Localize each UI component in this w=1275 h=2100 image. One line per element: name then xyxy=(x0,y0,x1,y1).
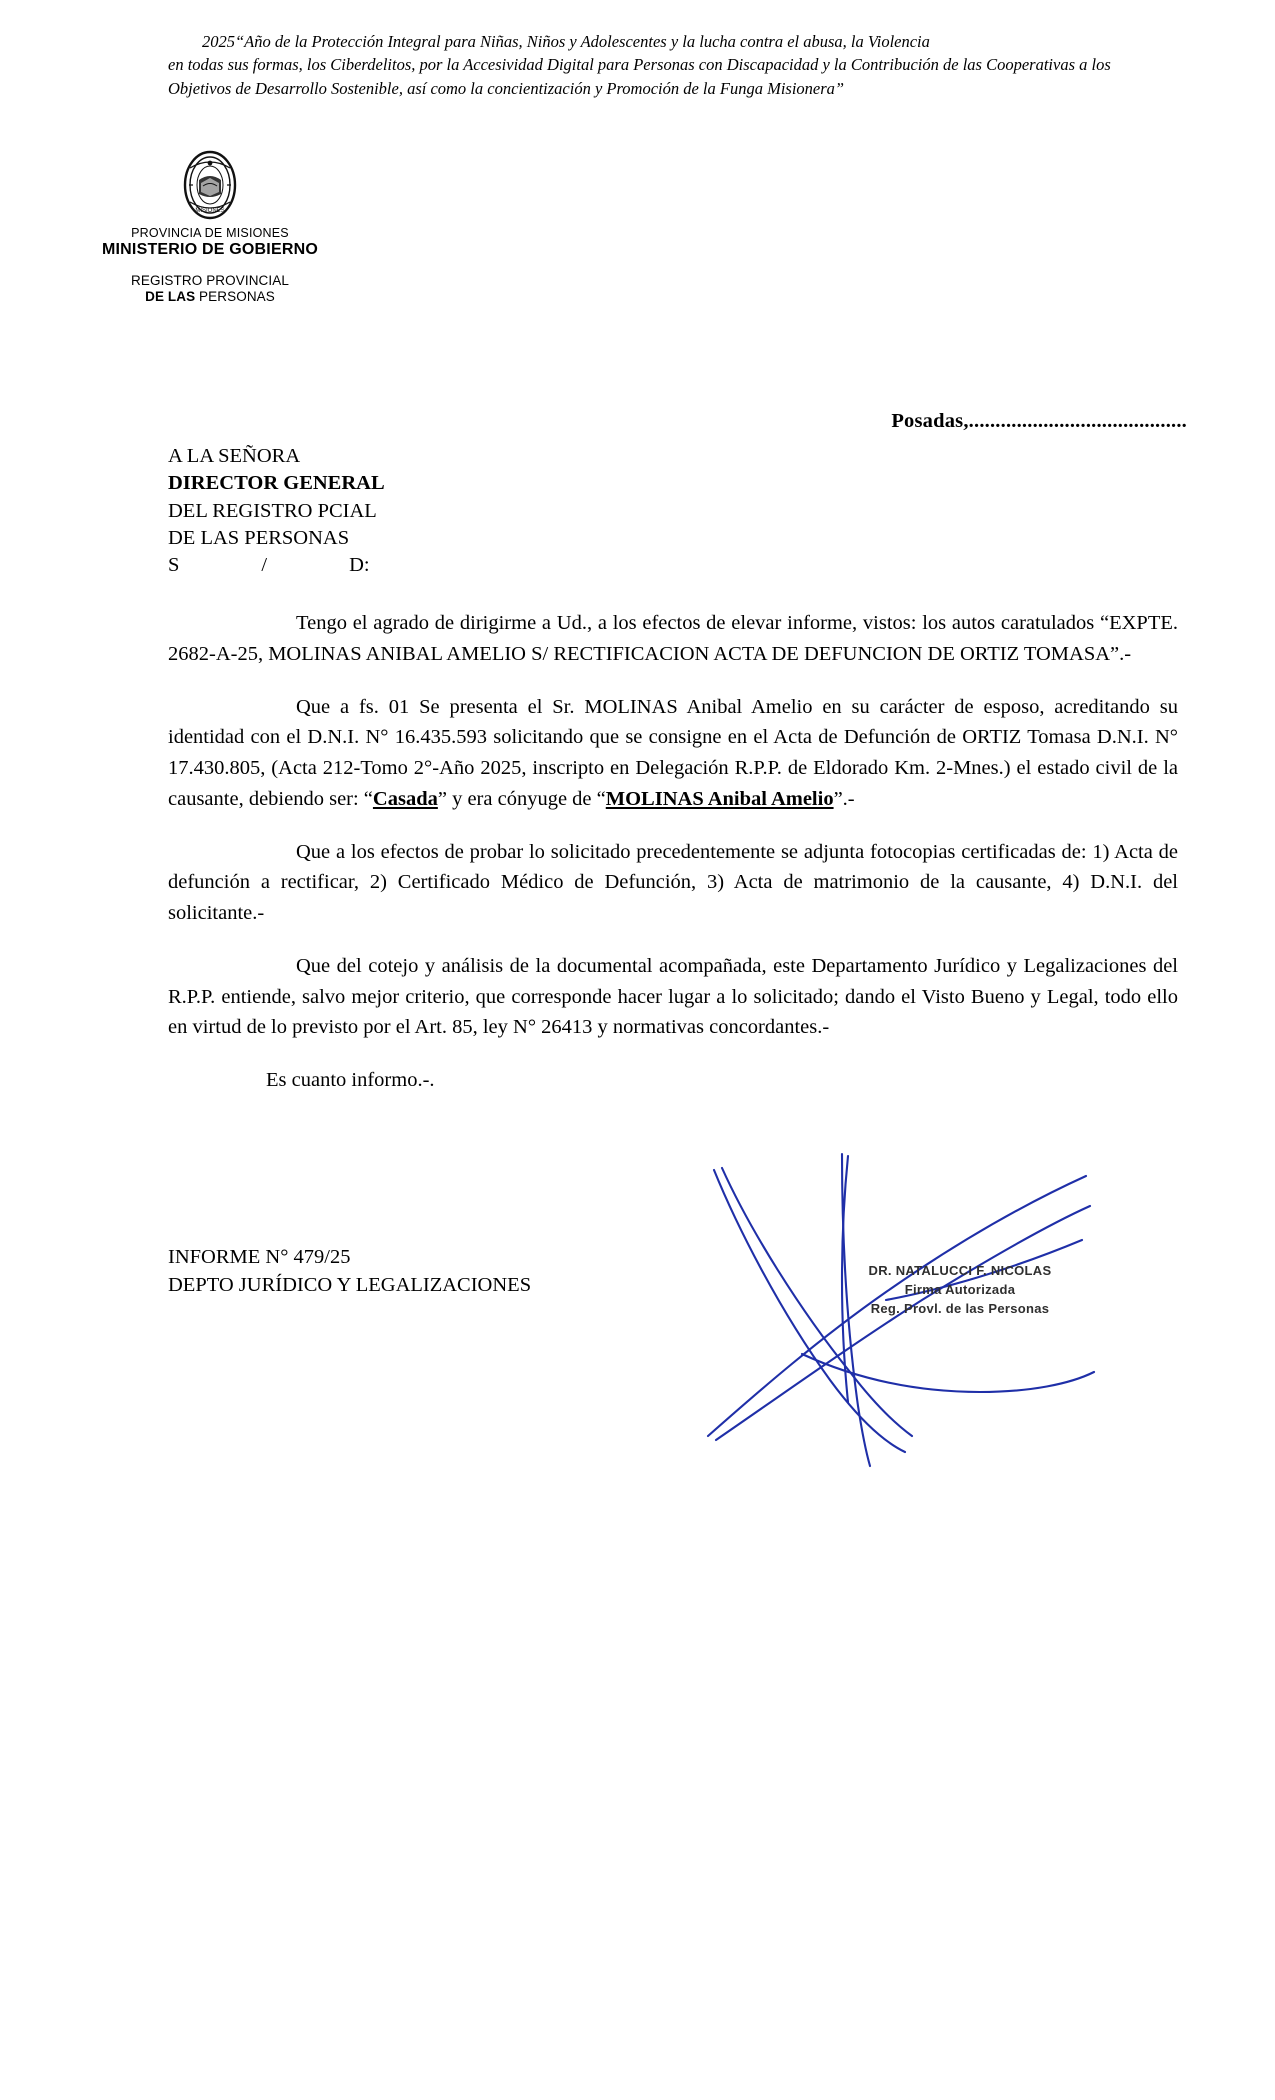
addressee-block xyxy=(168,443,385,579)
svg-text:MISIONES: MISIONES xyxy=(195,208,225,214)
paragraph-1 xyxy=(168,608,1178,670)
department-name: DEPTO JURÍDICO Y LEGALIZACIONES xyxy=(168,1273,532,1296)
signature-block xyxy=(690,1140,1190,1480)
place-date-line: Posadas,......................................... xyxy=(891,410,1187,432)
letterhead xyxy=(60,148,360,304)
stamp-line-1: DR. NATALUCCI F. NICOLAS xyxy=(868,1263,1052,1278)
motto-line-4: Misionera” xyxy=(767,78,845,98)
paragraph-1-text: Tengo el agrado de dirigirme a Ud., a los efectos de elevar informe, vistos: los autos caratulados “EXPTE. 2682-A-25, MOLINAS ANIBAL AMELIO S/ RECTIFICACION ACTA DE DEFUNCION DE ORTIZ TOMASA”.- xyxy=(168,612,1178,665)
addressee-line-3: DEL REGISTRO PCIAL xyxy=(168,499,377,522)
paragraph-4-text: Que del cotejo y análisis de la documental acompañada, este Departamento Jurídico y Legalizaciones del R.P.P. entiende, salvo mejor criterio, que corresponde hacer lugar a lo solicitado; dando el Visto Bueno y Legal, todo ello en virtud de lo previsto por el Art. 85, ley N° 26413 y normativas concordantes.- xyxy=(168,954,1178,1039)
document-body xyxy=(168,608,1178,1118)
report-footer xyxy=(168,1244,531,1300)
provincial-coat-of-arms-icon xyxy=(179,148,241,222)
addressee-line-4: DE LAS PERSONAS xyxy=(168,526,350,549)
paragraph-2-text-b: ” y era cónyuge de “ xyxy=(437,787,606,810)
paragraph-5-text: Es cuanto informo.-. xyxy=(266,1069,435,1091)
addressee-line-5: S / D: xyxy=(168,554,370,576)
motto-line-1: 2025“Año de la Protección Integral para Niñas, Niños y Adolescentes y la lucha contra el abusa, la Violencia xyxy=(202,32,930,51)
paragraph-4 xyxy=(168,951,1178,1043)
ministry-name: MINISTERIO DE GOBIERNO xyxy=(102,241,318,258)
province-name: PROVINCIA DE MISIONES xyxy=(131,226,289,240)
paragraph-3 xyxy=(168,837,1178,929)
registry-line-1: REGISTRO PROVINCIAL xyxy=(131,273,289,288)
motto-line-3: de las Cooperativas a los Objetivos de Desarrollo Sostenible, así como la concientización y Promoción de la Funga xyxy=(168,55,1111,98)
paragraph-2 xyxy=(168,692,1178,815)
paragraph-2-text-c: ”.- xyxy=(833,787,855,810)
registry-line-2 xyxy=(60,289,360,304)
document-motto xyxy=(168,30,1178,100)
paragraph-2-emphasis-spouse: MOLINAS Anibal Amelio xyxy=(605,787,834,810)
motto-line-2: en todas sus formas, los Ciberdelitos, por la Accesividad Digital para Personas con Discapacidad y la Contribución xyxy=(168,55,939,75)
stamp-line-3: Reg. Provl. de las Personas xyxy=(870,1300,1050,1316)
paragraph-3-text: Que a los efectos de probar lo solicitado precedentemente se adjunta fotocopias certificadas de: 1) Acta de defunción a rectificar, 2) Certificado Médico de Defunción, 3) Acta de matrimonio de la causante, 4) D.N.I. del solicitante.- xyxy=(168,840,1178,924)
paragraph-5 xyxy=(168,1065,1178,1096)
informe-number: INFORME N° 479/25 xyxy=(168,1246,351,1268)
addressee-line-1: A LA SEÑORA xyxy=(168,445,301,467)
registry-line-2-rest: PERSONAS xyxy=(195,289,275,304)
addressee-line-2: DIRECTOR GENERAL xyxy=(168,472,385,495)
stamp-line-2: Firma Autorizada xyxy=(904,1281,1016,1297)
signature-stamp-text xyxy=(810,1262,1110,1319)
paragraph-2-text-a: Que a fs. 01 Se presenta el Sr. MOLINAS Anibal Amelio en su carácter de esposo, acreditando su identidad con el D.N.I. N° 16.435.593 solicitando que se consigne en el Acta de Defunción de ORTIZ Tomasa D.N.I. N° 17.430.805, (Acta 212-Tomo 2°-Año 2025, inscripto en Delegación R.P.P. de Eldorado Km. 2-Mnes.) el estado civil de la causante, debiendo ser: “ xyxy=(168,695,1178,810)
registry-line-2-bold: DE LAS xyxy=(145,289,196,304)
paragraph-2-emphasis-casada: Casada xyxy=(372,787,438,810)
